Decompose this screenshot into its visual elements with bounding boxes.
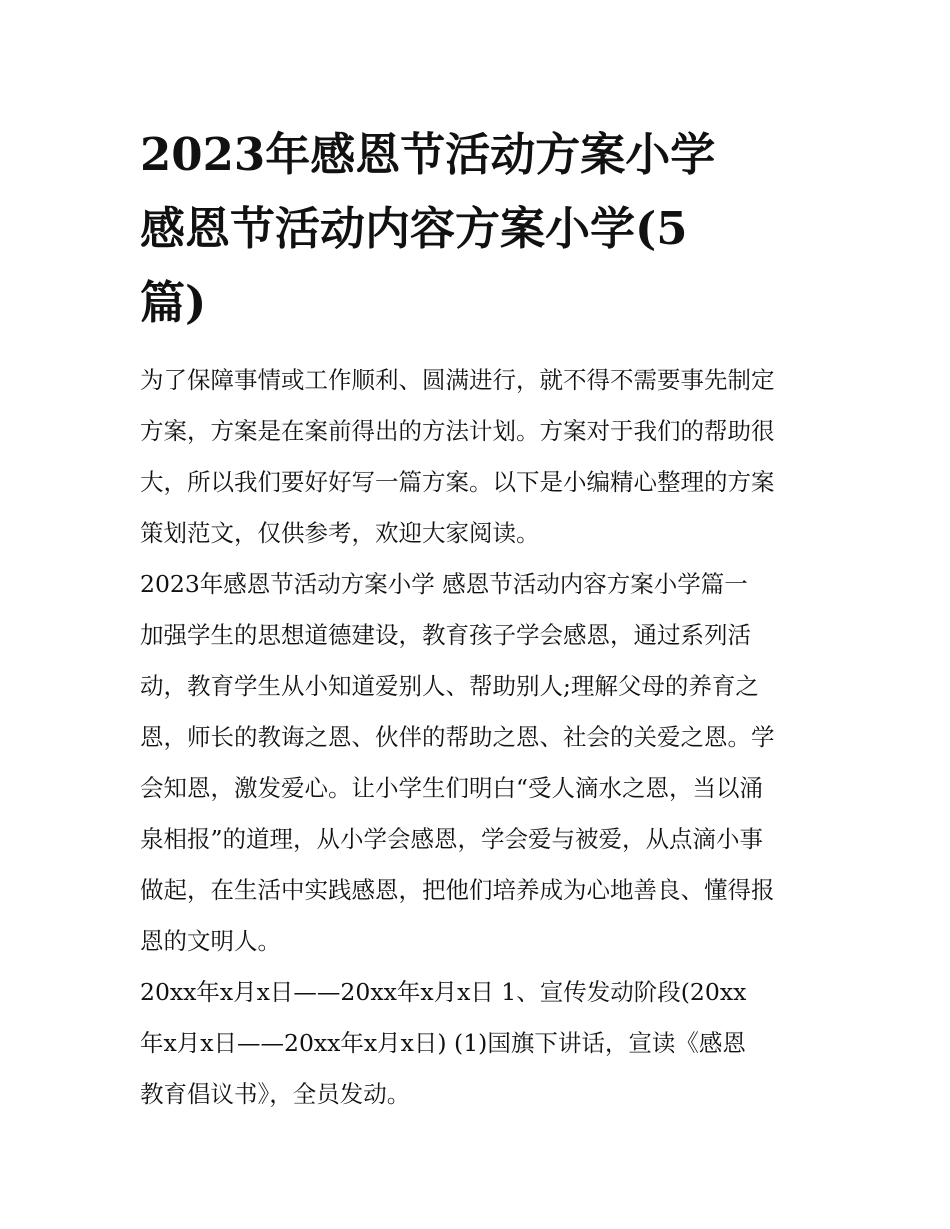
text-line: 动，教育学生从小知道爱别人、帮助别人;理解父母的养育之: [140, 672, 759, 700]
intro-paragraph: [140, 355, 830, 559]
document-title: [140, 118, 800, 340]
text-line: 大，所以我们要好好写一篇方案。以下是小编精心整理的方案: [140, 468, 775, 496]
text-line: 年x月x日——20xx年x月x日) (1)国旗下讲话，宣读《感恩: [140, 1029, 746, 1057]
text-line: 恩，师长的教诲之恩、伙伴的帮助之恩、社会的关爱之恩。学: [140, 723, 775, 751]
text-line: 加强学生的思想道德建设，教育孩子学会感恩，通过系列活: [140, 621, 751, 649]
title-line: 篇): [140, 276, 207, 329]
purpose-paragraph: [140, 610, 830, 967]
title-line: 感恩节活动内容方案小学(5: [140, 202, 688, 255]
text-line: 2023年感恩节活动方案小学 感恩节活动内容方案小学篇一: [140, 570, 748, 598]
text-line: 为了保障事情或工作顺利、圆满进行，就不得不需要事先制定: [140, 366, 775, 394]
text-line: 恩的文明人。: [140, 927, 281, 955]
text-line: 教育倡议书》，全员发动。: [140, 1080, 411, 1108]
text-line: 做起，在生活中实践感恩，把他们培养成为心地善良、懂得报: [140, 876, 775, 904]
schedule-paragraph: [140, 967, 830, 1120]
document-body: [140, 355, 830, 1120]
title-line: 2023年感恩节活动方案小学: [140, 128, 716, 181]
text-line: 泉相报”的道理，从小学会感恩，学会爱与被爱，从点滴小事: [140, 825, 764, 853]
text-line: 会知恩，激发爱心。让小学生们明白“受人滴水之恩，当以涌: [140, 774, 764, 802]
section-heading: [140, 559, 830, 610]
text-line: 方案，方案是在案前得出的方法计划。方案对于我们的帮助很: [140, 417, 775, 445]
text-line: 20xx年x月x日——20xx年x月x日 1、宣传发动阶段(20xx: [140, 978, 747, 1006]
text-line: 策划范文，仅供参考，欢迎大家阅读。: [140, 519, 540, 547]
